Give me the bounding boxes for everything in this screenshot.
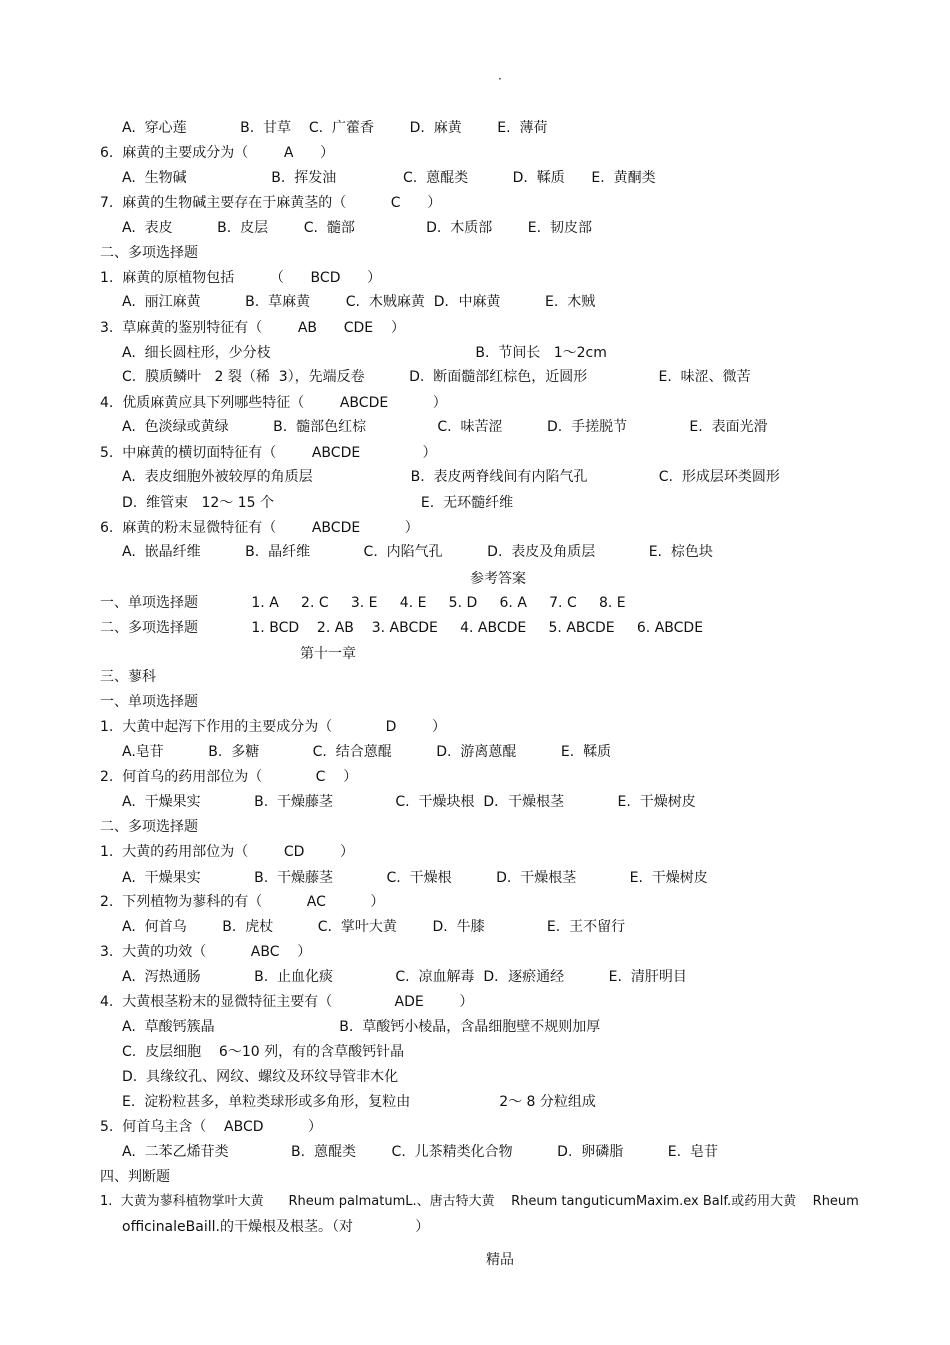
question-line: 2. 下列植物为蓼科的有（ AC ） [100, 894, 385, 910]
section-heading: 一、单项选择题 [100, 694, 198, 710]
question-line: 4. 优质麻黄应具下列哪些特征（ ABCDE ） [100, 395, 447, 411]
question-line: 3. 草麻黄的鉴别特征有（ AB CDE ） [100, 320, 405, 336]
option-line: C. 膜质鳞叶 2 裂（稀 3），先端反卷 D. 断面髓部红棕色，近圆形 E. 味涩、微苦 [122, 369, 751, 385]
option-line: E. 淀粉粒甚多，单粒类球形或多角形，复粒由 2～ 8 分粒组成 [122, 1094, 596, 1110]
option-line: A. 色淡绿或黄绿 B. 髓部色红棕 C. 味苦涩 D. 手搓脱节 E. 表面光滑 [122, 419, 768, 435]
question-line: 5. 中麻黄的横切面特征有（ ABCDE ） [100, 445, 437, 461]
option-line: A. 穿心莲 B. 甘草 C. 广藿香 D. 麻黄 E. 薄荷 [122, 120, 548, 136]
answer-line: 二、多项选择题 1. BCD 2. AB 3. ABCDE 4. ABCDE 5. ABCDE 6. ABCDE [100, 620, 704, 636]
option-line: D. 维管束 12～ 15 个 E. 无环髓纤维 [122, 495, 514, 511]
section-heading: 四、判断题 [100, 1169, 170, 1185]
section-heading: 二、多项选择题 [100, 245, 198, 261]
chapter-heading: 第十一章 [300, 646, 356, 662]
question-line: 1. 麻黄的原植物包括 （ BCD ） [100, 270, 382, 286]
option-line: A. 细长圆柱形，少分枝 B. 节间长 1～2cm [122, 345, 607, 361]
option-line: A. 何首乌 B. 虎杖 C. 掌叶大黄 D. 牛膝 E. 王不留行 [122, 919, 626, 935]
option-line: D. 具缘纹孔、网纹、螺纹及环纹导管非木化 [122, 1069, 399, 1085]
page-footer: 精品 [486, 1252, 514, 1268]
option-line: A. 表皮细胞外被较厚的角质层 B. 表皮两脊线间有内陷气孔 C. 形成层环类圆形 [122, 469, 780, 485]
section-heading: 三、蓼科 [100, 669, 156, 685]
option-line: A. 泻热通肠 B. 止血化痰 C. 凉血解毒 D．逐瘀通经 E. 清肝明目 [122, 969, 687, 985]
question-line: 1. 大黄为蓼科植物掌叶大黄 Rheum palmatumL.、唐古特大黄 Rheum tanguticumMaxim.ex Balf.或药用大黄 Rheum [100, 1194, 859, 1209]
option-line: A. 嵌晶纤维 B. 晶纤维 C. 内陷气孔 D. 表皮及角质层 E. 棕色块 [122, 544, 713, 560]
answer-line: 一、单项选择题 1. A 2. C 3. E 4. E 5. D 6. A 7. C 8. E [100, 595, 626, 611]
answer-heading: 参考答案 [470, 571, 526, 587]
question-line: 6. 麻黄的粉末显微特征有（ ABCDE ） [100, 520, 419, 536]
question-line: 7. 麻黄的生物碱主要存在于麻黄茎的（ C ） [100, 195, 442, 211]
question-line: 1. 大黄中起泻下作用的主要成分为（ D ） [100, 719, 447, 735]
option-line: A. 丽江麻黄 B. 草麻黄 C. 木贼麻黄 D．中麻黄 E. 木贼 [122, 294, 596, 310]
option-line: C. 皮层细胞 6～10 列，有的含草酸钙针晶 [122, 1044, 405, 1060]
option-line: A. 生物碱 B. 挥发油 C. 蒽醌类 D. 鞣质 E. 黄酮类 [122, 170, 656, 186]
question-line: 4. 大黄根茎粉末的显微特征主要有（ ADE ） [100, 994, 474, 1010]
section-heading: 二、多项选择题 [100, 819, 198, 835]
option-line: A. 表皮 B. 皮层 C. 髓部 D. 木质部 E. 韧皮部 [122, 220, 592, 236]
option-line: A. 草酸钙簇晶 B. 草酸钙小棱晶，含晶细胞壁不规则加厚 [122, 1019, 601, 1035]
question-line: 1. 大黄的药用部位为（ CD ） [100, 844, 355, 860]
option-line: A. 二苯乙烯苷类 B. 蒽醌类 C. 儿茶精类化合物 D. 卵磷脂 E. 皂苷 [122, 1144, 718, 1160]
question-line: 5. 何首乌主含（ ABCD ） [100, 1119, 323, 1135]
question-line: officinaleBaill.的干燥根及根茎。（对 ） [122, 1219, 430, 1235]
option-line: A. 干燥果实 B. 干燥藤茎 C. 干燥块根 D．干燥根茎 E. 干燥树皮 [122, 794, 696, 810]
question-line: 6. 麻黄的主要成分为（ A ） [100, 145, 335, 161]
question-line: 3. 大黄的功效（ ABC ） [100, 944, 312, 960]
option-line: A.皂苷 B. 多糖 C. 结合蒽醌 D. 游离蒽醌 E. 鞣质 [122, 744, 612, 760]
header-mark: · [498, 72, 502, 86]
question-line: 2. 何首乌的药用部位为（ C ） [100, 769, 358, 785]
option-line: A. 干燥果实 B. 干燥藤茎 C. 干燥根 D. 干燥根茎 E. 干燥树皮 [122, 870, 708, 886]
